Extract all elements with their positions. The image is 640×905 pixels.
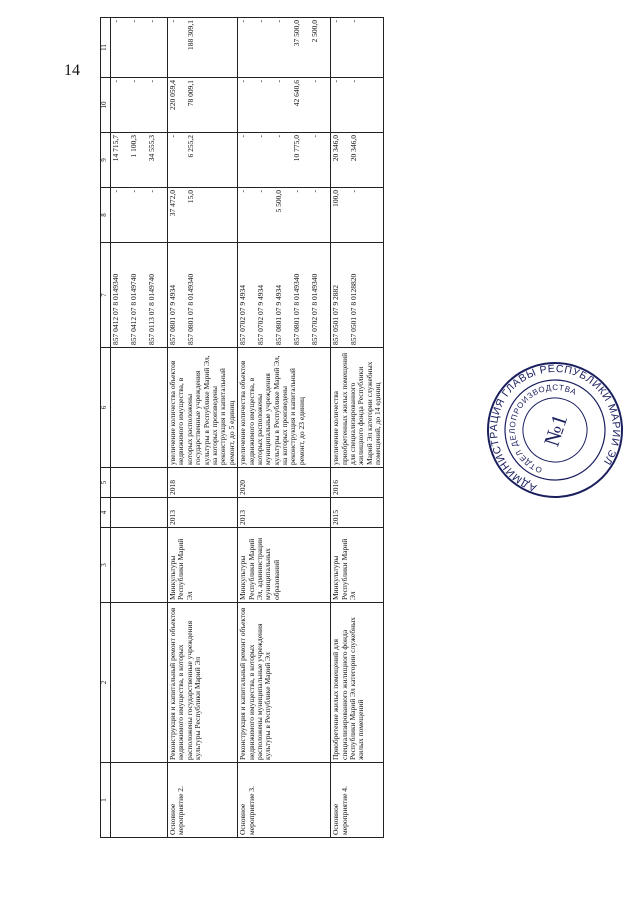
amount-value: - bbox=[256, 190, 266, 193]
amount-value: 37 472,0 bbox=[168, 190, 177, 217]
event-description-cell: Реконструкция и капитальный ремонт объектов недвижимого имущества, в которых расположены муниципальные учреждения культуры в Республике Марий Эл bbox=[238, 603, 331, 763]
amount-cell bbox=[331, 188, 384, 243]
amount-value: - bbox=[147, 80, 156, 83]
column-number: 9 bbox=[101, 133, 111, 188]
amount-value: 10 775,0 bbox=[292, 135, 302, 162]
budget-code: 857 0501 07 9 2882 bbox=[331, 285, 341, 345]
header-row bbox=[101, 18, 111, 838]
amount-value: - bbox=[349, 190, 359, 193]
amount-cell bbox=[238, 188, 331, 243]
amount-value: 5 500,0 bbox=[274, 190, 284, 213]
column-number: 2 bbox=[101, 603, 111, 763]
amount-cell bbox=[111, 188, 168, 243]
column-number: 1 bbox=[101, 763, 111, 838]
amount-value: 15,0 bbox=[186, 190, 195, 204]
budget-code: 857 0412 07 8 0149340 bbox=[111, 273, 120, 345]
executor-cell bbox=[111, 528, 168, 603]
amount-value: - bbox=[331, 80, 341, 83]
amount-value: - bbox=[256, 80, 266, 83]
amount-value: - bbox=[310, 190, 320, 193]
expected-result-cell: увеличение количества приобретенных жилых помещений для специализированного жилищного фонда Республики Марий Эл категории служебных помещений, до 14 единиц bbox=[331, 348, 384, 468]
stamp-number: №1 bbox=[538, 411, 573, 450]
amount-value: - bbox=[238, 190, 248, 193]
amount-value: 37 500,0 bbox=[292, 20, 302, 47]
budget-code-cell bbox=[111, 243, 168, 348]
executor-cell: Минкультуры Республики Марий Эл bbox=[168, 528, 238, 603]
amount-cell bbox=[111, 78, 168, 133]
budget-code-cell bbox=[168, 243, 238, 348]
amount-value: 20 346,0 bbox=[331, 135, 341, 162]
budget-code: 857 0801 07 9 4934 bbox=[168, 285, 177, 345]
start-year-cell bbox=[111, 498, 168, 528]
amount-value: - bbox=[274, 135, 284, 138]
column-number: 8 bbox=[101, 188, 111, 243]
amount-value: - bbox=[274, 20, 284, 23]
amount-value: - bbox=[238, 135, 248, 138]
page-number: 14 bbox=[64, 62, 80, 79]
table-row bbox=[111, 18, 168, 838]
event-description-cell bbox=[111, 603, 168, 763]
start-year-cell: 2013 bbox=[238, 498, 331, 528]
amount-cell bbox=[168, 188, 238, 243]
budget-code: 857 0501 07 8 0128820 bbox=[349, 273, 359, 345]
amount-cell bbox=[331, 18, 384, 78]
budget-code: 857 0702 07 9 4934 bbox=[238, 285, 248, 345]
amount-value: - bbox=[310, 80, 320, 83]
start-year-cell: 2013 bbox=[168, 498, 238, 528]
end-year-cell: 2016 bbox=[331, 468, 384, 498]
amount-value: - bbox=[129, 20, 138, 23]
column-number: 4 bbox=[101, 498, 111, 528]
column-number: 7 bbox=[101, 243, 111, 348]
column-number: 5 bbox=[101, 468, 111, 498]
event-name-cell: Основное мероприятие 3. bbox=[238, 763, 331, 838]
amount-cell bbox=[238, 78, 331, 133]
expected-result-cell: увеличение количества объектов недвижимого имущества, в которых расположены государственные учреждения культуры в Республике Марий Эл, на которых произведены реконструкция и капитальный ремонт, до 5 единиц bbox=[168, 348, 238, 468]
table-row bbox=[331, 18, 384, 838]
event-name-cell bbox=[111, 763, 168, 838]
budget-code: 857 0801 07 8 0149340 bbox=[292, 273, 302, 345]
budget-code: 857 0801 07 8 0149340 bbox=[186, 273, 195, 345]
amount-value: - bbox=[238, 20, 248, 23]
amount-value: 100,0 bbox=[331, 190, 341, 207]
budget-code: 857 0113 07 8 0149740 bbox=[147, 274, 156, 345]
amount-cell bbox=[331, 78, 384, 133]
amount-value: - bbox=[111, 190, 120, 193]
amount-value: - bbox=[292, 190, 302, 193]
event-description-cell: Приобретение жилых помещений для специализированного жилищного фонда Республики Марий Эл категории служебных жилых помещений bbox=[331, 603, 384, 763]
amount-value: 34 555,3 bbox=[147, 135, 156, 162]
stamp-ring-text: АДМИНИСТРАЦИЯ ГЛАВЫ РЕСПУБЛИКИ МАРИЙ ЭЛ bbox=[487, 362, 623, 494]
amount-value: - bbox=[111, 80, 120, 83]
amount-cell bbox=[168, 133, 238, 188]
column-number: 11 bbox=[101, 18, 111, 78]
event-name-cell: Основное мероприятие 2. bbox=[168, 763, 238, 838]
amount-value: - bbox=[310, 135, 320, 138]
amount-value: 42 640,6 bbox=[292, 80, 302, 107]
column-number: 3 bbox=[101, 528, 111, 603]
end-year-cell bbox=[111, 468, 168, 498]
amount-cell bbox=[331, 133, 384, 188]
amount-cell bbox=[168, 18, 238, 78]
amount-value: 188 309,1 bbox=[186, 20, 195, 50]
table-row bbox=[238, 18, 331, 838]
column-number: 10 bbox=[101, 78, 111, 133]
amount-value: - bbox=[147, 20, 156, 23]
amount-value: 220 059,4 bbox=[168, 80, 177, 110]
amount-value: - bbox=[256, 20, 266, 23]
amount-value: - bbox=[168, 135, 177, 138]
budget-code: 857 0702 07 9 4934 bbox=[256, 285, 266, 345]
amount-cell bbox=[238, 18, 331, 78]
amount-value: 78 009,1 bbox=[186, 80, 195, 107]
amount-cell bbox=[168, 78, 238, 133]
amount-value: - bbox=[331, 20, 341, 23]
budget-code: 857 0801 07 9 4934 bbox=[274, 285, 284, 345]
budget-code-cell bbox=[331, 243, 384, 348]
start-year-cell: 2015 bbox=[331, 498, 384, 528]
amount-value: 1 100,3 bbox=[129, 135, 138, 158]
amount-value: 20 346,0 bbox=[349, 135, 359, 162]
amount-value: - bbox=[129, 190, 138, 193]
event-description-cell: Реконструкция и капитальный ремонт объектов недвижимого имущества, в которых расположены государственные учреждения культуры Республики Марий Эл bbox=[168, 603, 238, 763]
event-name-cell: Основное мероприятие 4. bbox=[331, 763, 384, 838]
amount-value: 14 715,7 bbox=[111, 135, 120, 162]
amount-value: - bbox=[274, 80, 284, 83]
table-row bbox=[168, 18, 238, 838]
executor-cell: Минкультуры Республики Марий Эл bbox=[331, 528, 384, 603]
amount-value: 2 500,0 bbox=[310, 20, 320, 43]
amount-value: - bbox=[238, 80, 248, 83]
amount-cell bbox=[111, 133, 168, 188]
amount-value: - bbox=[349, 80, 359, 83]
amount-value: 6 255,2 bbox=[186, 135, 195, 158]
rotated-page bbox=[100, 18, 383, 835]
amount-value: - bbox=[111, 20, 120, 23]
program-table bbox=[100, 17, 384, 838]
amount-value: - bbox=[349, 20, 359, 23]
amount-value: - bbox=[147, 190, 156, 193]
budget-code-cell bbox=[238, 243, 331, 348]
amount-cell bbox=[111, 18, 168, 78]
end-year-cell: 2020 bbox=[238, 468, 331, 498]
budget-code: 857 0412 07 8 0149740 bbox=[129, 273, 138, 345]
column-number: 6 bbox=[101, 348, 111, 468]
stamp-inner-text: ОТДЕЛ ДЕЛОПРОИЗВОДСТВА bbox=[507, 382, 579, 475]
executor-cell: Минкультуры Республики Марий Эл, администрации муниципальных образований bbox=[238, 528, 331, 603]
expected-result-cell: увеличение количества объектов недвижимого имущества, в которых расположены муниципальные учреждения культуры в Республике Марий Эл, на которых произведены реконструкция и капитальный ремонт, до 23 единиц bbox=[238, 348, 331, 468]
amount-cell bbox=[238, 133, 331, 188]
amount-value: - bbox=[256, 135, 266, 138]
amount-value: - bbox=[168, 20, 177, 23]
amount-value: - bbox=[129, 80, 138, 83]
expected-result-cell bbox=[111, 348, 168, 468]
budget-code: 857 0702 07 8 0149340 bbox=[310, 273, 320, 345]
official-stamp bbox=[485, 360, 625, 500]
end-year-cell: 2018 bbox=[168, 468, 238, 498]
